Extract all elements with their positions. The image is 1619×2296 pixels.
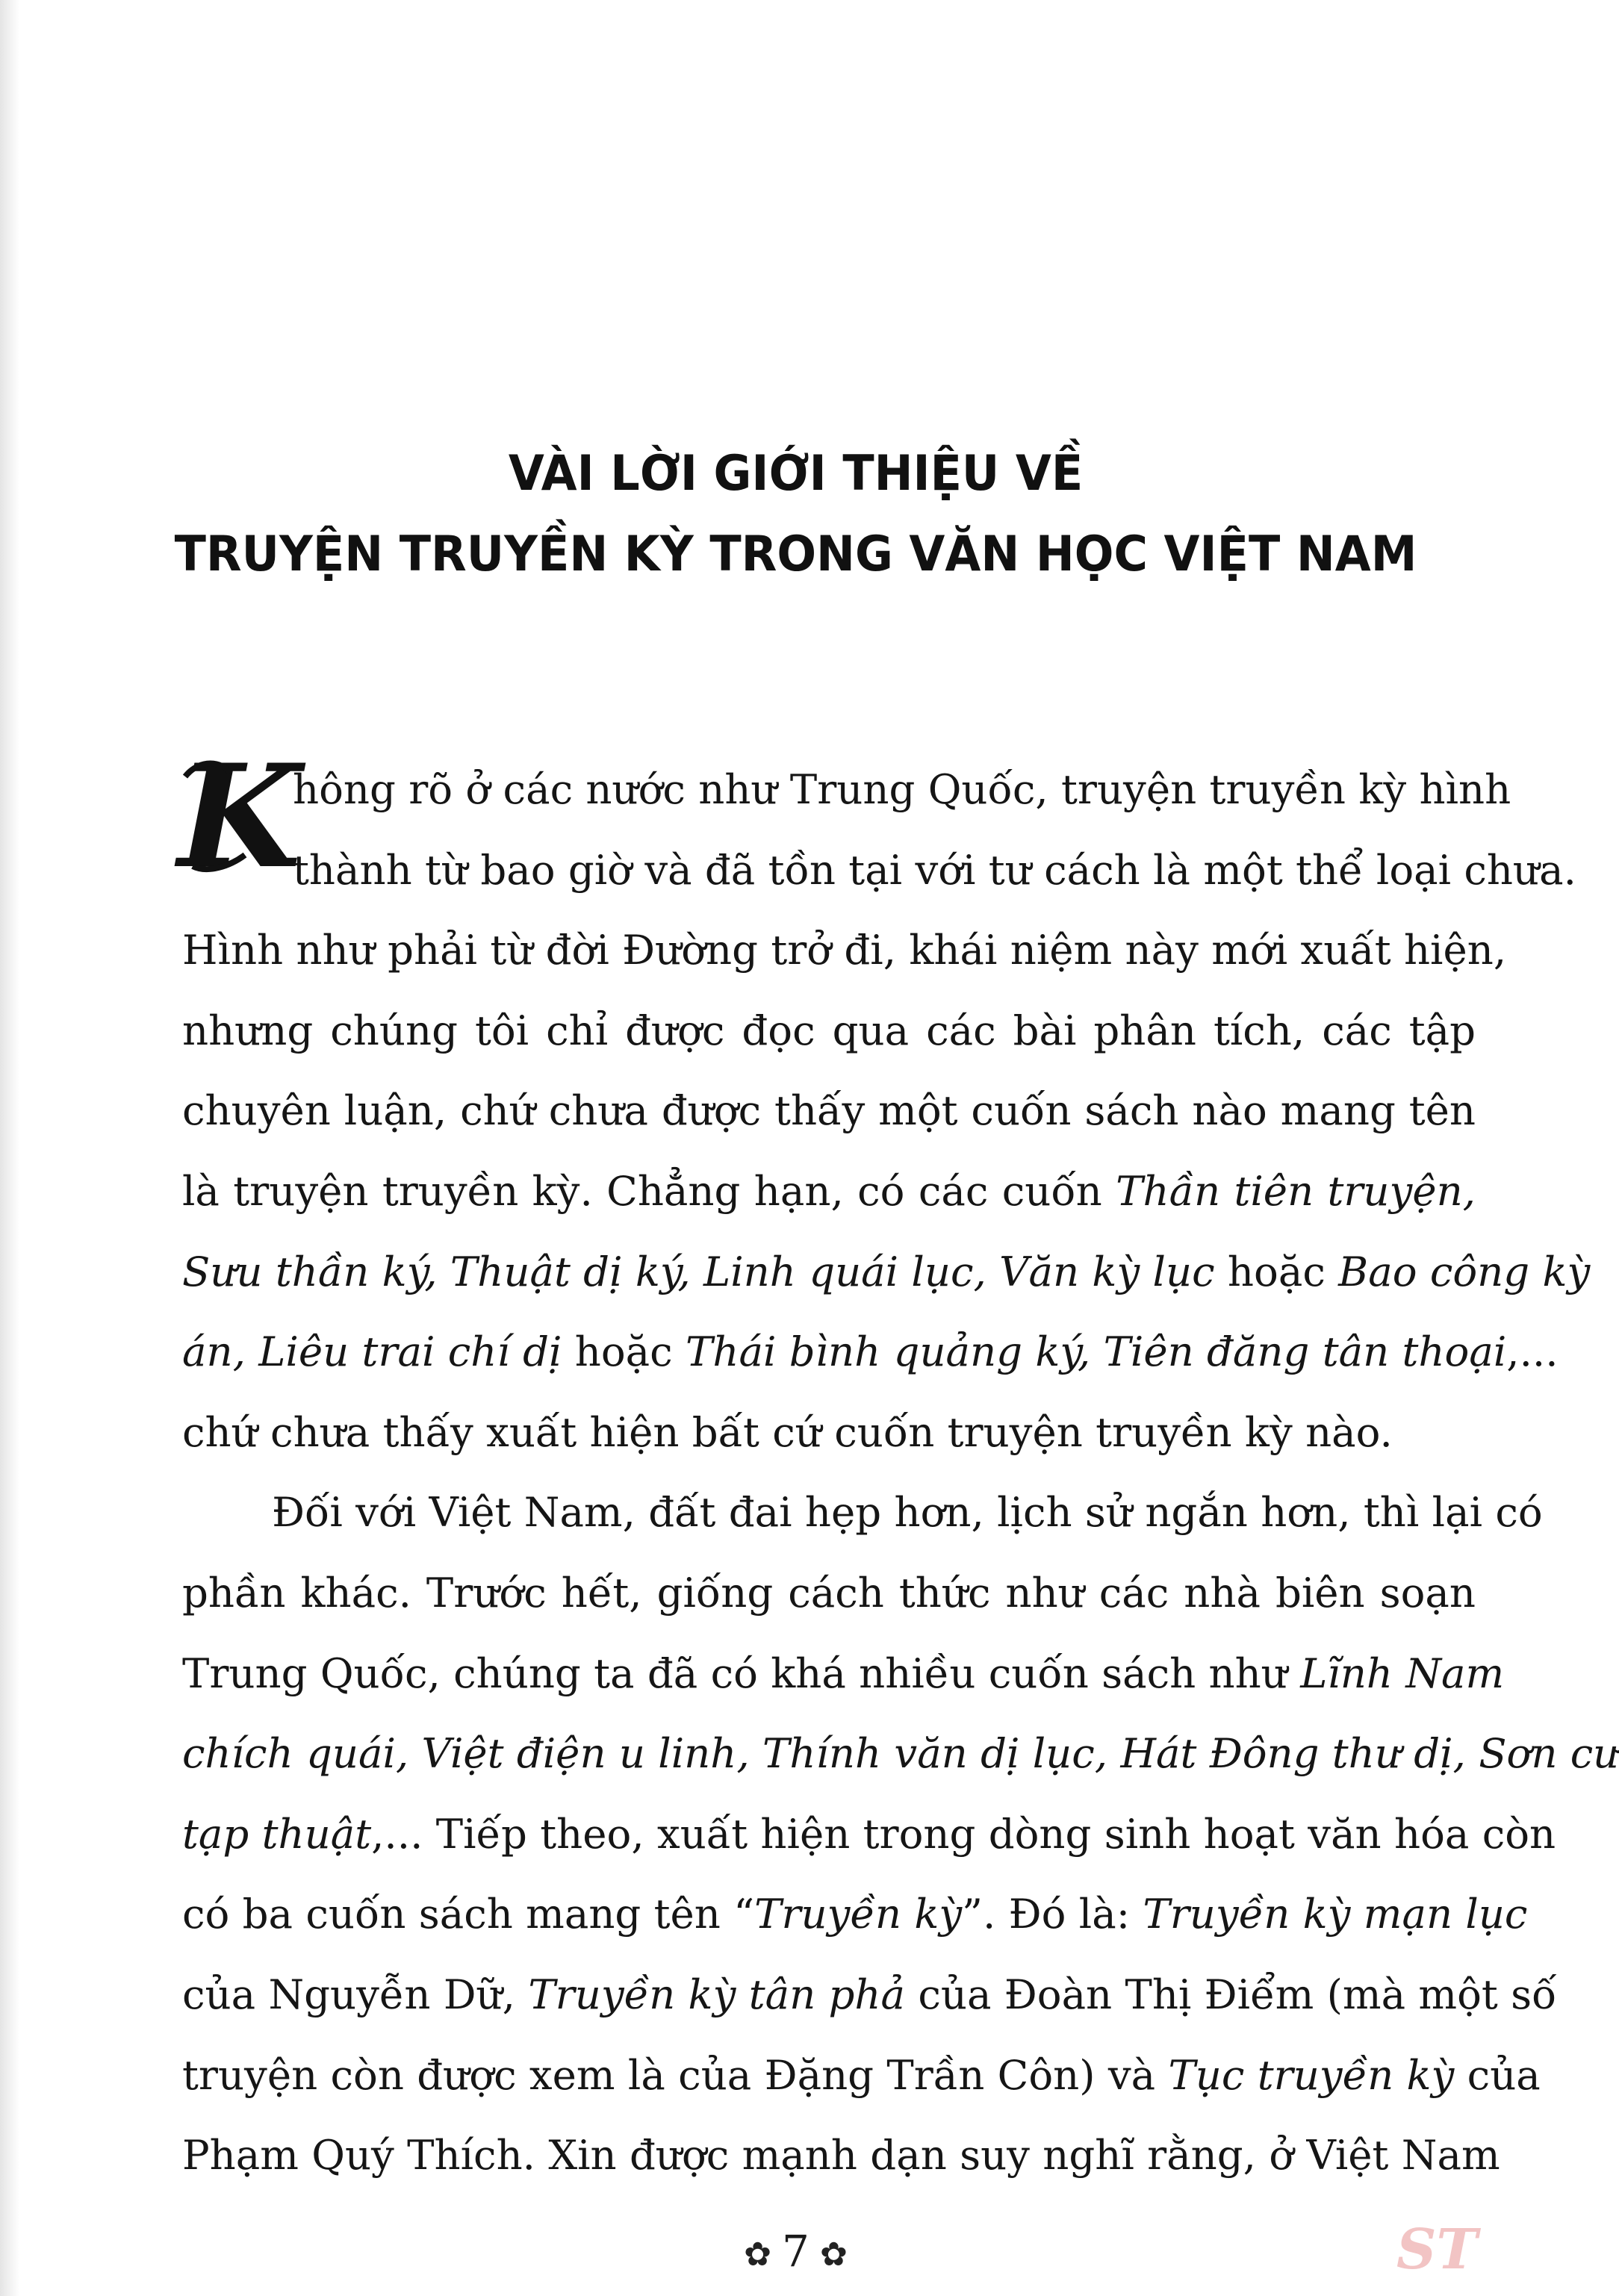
paragraph-2-line-3: Trung Quốc, chúng ta đã có khá nhiều cuốn sách như Lĩnh Nam bbox=[182, 1649, 1505, 1697]
paragraph-1-line-2: thành từ bao giờ và đã tồn tại với tư cách là một thể loại chưa. bbox=[293, 845, 1576, 894]
svg-text:ST: ST bbox=[1396, 2218, 1478, 2282]
right-flourish-icon: ✿ bbox=[819, 2235, 848, 2274]
paragraph-2-line-1: Đối với Việt Nam, đất đai hẹp hơn, lịch sử ngắn hơn, thì lại có bbox=[272, 1488, 1543, 1537]
page-footer bbox=[0, 2221, 1591, 2285]
paragraph-1-line-8: án, Liêu trai chí dị hoặc Thái bình quảng ký, Tiên đăng tân thoại,... bbox=[182, 1328, 1559, 1376]
book-title-italic: Truyền kỳ bbox=[754, 1890, 963, 1938]
book-title-italic: Truyền kỳ tân phả bbox=[528, 1970, 905, 2018]
book-title-italic: Thái bình quảng ký, Tiên đăng tân thoại bbox=[686, 1328, 1507, 1376]
paragraph-2-line-2: phần khác. Trước hết, giống cách thức như các nhà biên soạn bbox=[182, 1568, 1476, 1617]
book-title-italic: Truyền kỳ mạn lục bbox=[1143, 1890, 1528, 1938]
chapter-title-line-1: VÀI LỜI GIỚI THIỆU VỀ bbox=[508, 444, 1084, 502]
watermark-logo bbox=[1393, 2209, 1478, 2283]
paragraph-2-line-6: có ba cuốn sách mang tên “Truyền kỳ”. Đó là: Truyền kỳ mạn lục bbox=[182, 1890, 1528, 1938]
page-edge-shadow bbox=[0, 0, 19, 2296]
book-title-italic: Bao công kỳ bbox=[1338, 1247, 1591, 1295]
paragraph-1-line-5: chuyên luận, chứ chưa được thấy một cuốn sách nào mang tên bbox=[182, 1086, 1476, 1135]
left-flourish-icon: ✿ bbox=[744, 2235, 772, 2274]
paragraph-1-line-4: nhưng chúng tôi chỉ được đọc qua các bài phân tích, các tập bbox=[182, 1006, 1476, 1054]
paragraph-2-line-4 bbox=[182, 1714, 1619, 1794]
paragraph-2-line-5: tạp thuật,... Tiếp theo, xuất hiện trong dòng sinh hoạt văn hóa còn bbox=[182, 1809, 1556, 1858]
page-number: 7 bbox=[782, 2226, 810, 2277]
paragraph-1-line-3: Hình như phải từ đời Đường trở đi, khái niệm này mới xuất hiện, bbox=[182, 926, 1507, 974]
body-text bbox=[182, 750, 1619, 2196]
paragraph-1-line-6: là truyện truyền kỳ. Chẳng hạn, có các cuốn Thần tiên truyện, bbox=[182, 1166, 1476, 1215]
paragraph-1-line-1: hông rõ ở các nước như Trung Quốc, truyện truyền kỳ hình bbox=[293, 765, 1511, 813]
paragraph-2-line-7: của Nguyễn Dữ, Truyền kỳ tân phả của Đoàn Thị Điểm (mà một số bbox=[182, 1970, 1557, 2018]
book-title-italic: Sưu thần ký, Thuật dị ký, Linh quái lục, Văn kỳ lục bbox=[182, 1247, 1215, 1295]
chapter-title-line-2: TRUYỆN TRUYỀN KỲ TRONG VĂN HỌC VIỆT NAM bbox=[174, 525, 1417, 582]
svg-text:K: K bbox=[178, 733, 302, 900]
paragraph-2-line-8: truyện còn được xem là của Đặng Trần Côn) và Tục truyền kỳ của bbox=[182, 2050, 1541, 2099]
book-title-italic: Tục truyền kỳ bbox=[1168, 2050, 1455, 2099]
book-title-italic: Lĩnh Nam bbox=[1300, 1649, 1505, 1697]
paragraph-1-line-7: Sưu thần ký, Thuật dị ký, Linh quái lục, Văn kỳ lục hoặc Bao công kỳ bbox=[182, 1247, 1591, 1295]
book-title-italic: tạp thuật bbox=[182, 1809, 372, 1858]
paragraph-1-line-9: chứ chưa thấy xuất hiện bất cứ cuốn truyện truyền kỳ nào. bbox=[182, 1407, 1393, 1456]
book-title-italic: án, Liêu trai chí dị bbox=[182, 1328, 562, 1376]
book-title-italic: Thần tiên truyện, bbox=[1116, 1166, 1476, 1215]
paragraph-2-line-9: Phạm Quý Thích. Xin được mạnh dạn suy nghĩ rằng, ở Việt Nam bbox=[182, 2131, 1500, 2180]
book-title-italic: chích quái, Việt điện u linh, Thính văn dị lục, Hát Đông thư dị, Sơn cư bbox=[182, 1729, 1619, 1778]
chapter-title bbox=[0, 433, 1591, 594]
